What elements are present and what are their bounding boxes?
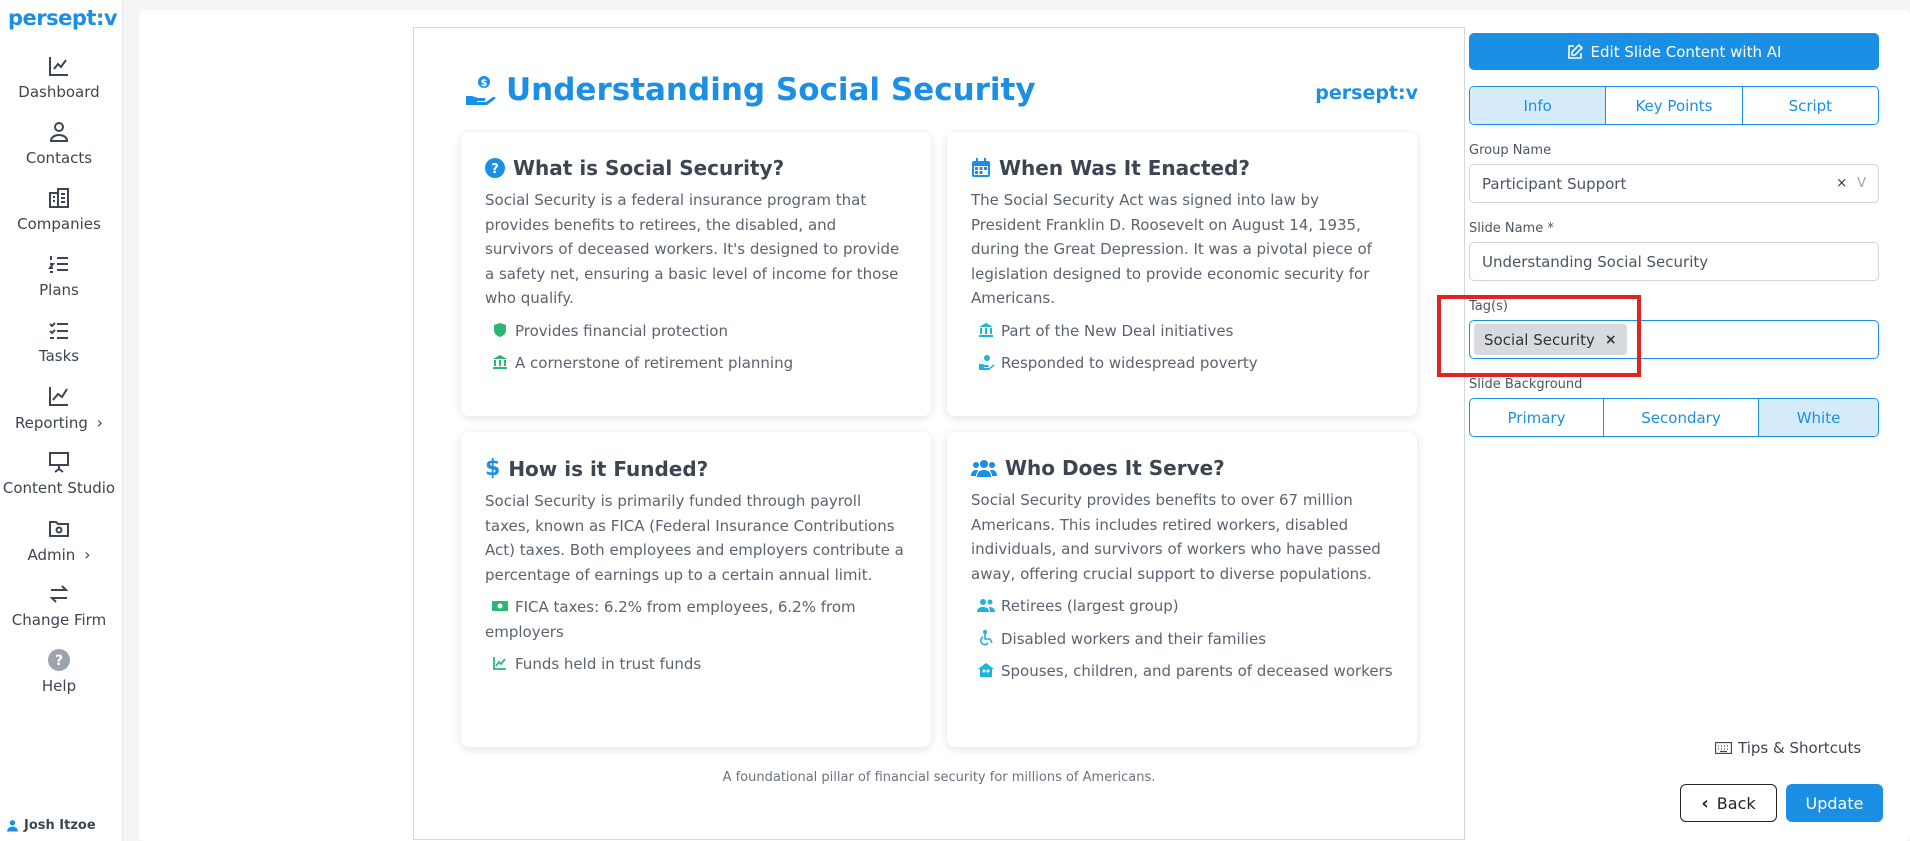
user-name: Josh Itzoe [24,818,96,833]
back-button[interactable] [1680,784,1777,822]
presentation-icon [47,450,71,474]
slide-background-label: Slide Background [1469,377,1583,392]
group-name-value: Participant Support [1482,174,1627,193]
bullet-list [971,319,1393,376]
sidebar-item-companies[interactable] [0,186,118,233]
sidebar-item-label: Tasks [38,347,80,365]
chevron-right-icon: › [84,545,91,564]
card-body: Social Security is primarily funded through payroll taxes, known as FICA (Federal Insurance Contributions Act) taxes. Both employees and employers contribute a percentage of earnings up to a certain annual limit. [485,492,904,584]
sidebar-item-label: Change Firm [11,611,107,629]
edit-with-ai-label: Edit Slide Content with AI [1590,42,1782,61]
sidebar-item-tasks[interactable] [0,318,118,365]
tab-script[interactable]: Script [1788,96,1833,115]
list-item [971,351,1393,376]
background-option-primary[interactable]: Primary [1470,399,1604,436]
app-logo[interactable]: persept:v [8,6,118,30]
panel-tabs [1469,86,1879,125]
back-label: Back [1716,793,1756,813]
swap-icon [47,582,71,606]
money-bill-icon [491,598,509,614]
select-controls [1836,176,1866,191]
bullet-text: FICA taxes: 6.2% from employees, 6.2% from employers [485,598,856,641]
sidebar-item-label: Reporting [14,414,88,432]
sidebar-item-content-studio[interactable] [0,450,118,497]
card-body: The Social Security Act was signed into law by President Franklin D. Roosevelt on August 14, 1935, during the Great Depression. It was a pivotal piece of legislation designed to provide economic security for Americans. [971,191,1372,307]
users-icon [971,458,997,478]
tags-label: Tag(s) [1469,299,1508,314]
users-icon [977,597,995,613]
sidebar-item-label: Admin [27,546,76,564]
sidebar-item-label: Contacts [25,149,93,167]
tags-input[interactable] [1469,320,1879,359]
user-icon [6,819,19,832]
slide-background-selector [1469,398,1879,437]
bullet-list [485,595,907,677]
bullet-text: Provides financial protection [515,321,728,340]
slide-preview [413,27,1465,840]
card-body: Social Security is a federal insurance program that provides benefits to retirees, the disabled, and survivors of deceased workers. It's designed to provide a safety net, ensuring a basic level of income for those who qualify. [485,191,900,307]
sidebar-item-label: Help [41,677,77,695]
slide-name-label: Slide Name * [1469,221,1554,236]
checklist-icon [47,318,71,342]
list-item [971,659,1393,684]
keyboard-icon [1715,742,1732,754]
list-item [485,351,907,376]
chart-line-icon [491,655,509,671]
chevron-right-icon: › [96,413,104,432]
card-who-serves [947,432,1417,747]
list-item [485,319,907,344]
bank-icon [977,322,995,338]
calendar-icon [971,158,991,178]
bank-icon [491,354,509,370]
card-heading-text: Who Does It Serve? [1005,456,1225,480]
svg-text:$: $ [480,78,488,89]
sidebar-item-help[interactable] [0,648,118,695]
slide-settings-panel [1469,33,1879,437]
user-icon [47,120,71,144]
help-icon [47,648,71,672]
bullet-text: Disabled workers and their families [1001,629,1267,648]
group-name-select[interactable] [1469,164,1879,203]
family-icon [977,662,995,678]
card-when-enacted [947,132,1417,416]
question-circle-icon [485,158,505,178]
sidebar-item-label: Plans [39,281,79,299]
sidebar-item-change-firm[interactable] [0,582,118,629]
user-profile[interactable] [6,818,96,833]
card-heading [485,156,907,180]
background-option-secondary[interactable]: Secondary [1604,399,1759,436]
sidebar-item-plans[interactable] [0,252,118,299]
tab-key-points[interactable]: Key Points [1606,87,1742,124]
card-heading [971,456,1393,480]
wheelchair-icon [977,630,995,646]
chevron-left-icon: ‹ [1701,792,1709,814]
card-body: Social Security provides benefits to over 67 million Americans. This includes retired workers, disabled individuals, and survivors of workers who have passed away, offering crucial support to diverse populations. [971,491,1381,583]
clear-icon[interactable]: × [1836,176,1848,191]
sidebar-item-label: Dashboard [18,83,100,101]
card-how-funded [461,432,931,747]
card-heading [971,156,1393,180]
slide-logo: persept:v [1315,82,1418,104]
edit-icon [1567,44,1583,60]
sidebar-item-admin[interactable] [0,516,118,564]
edit-with-ai-button[interactable] [1469,33,1879,70]
list-item [971,627,1393,652]
sidebar-item-dashboard[interactable] [0,54,118,101]
bullet-text: Responded to widespread poverty [1001,354,1258,372]
list-ordered-icon [47,252,71,276]
remove-tag-icon[interactable]: × [1604,331,1617,348]
svg-text:?: ? [54,653,64,669]
sidebar-item-label: Content Studio [2,479,116,497]
card-what-is [461,132,931,416]
dollar-icon: $ [485,456,501,481]
chart-line-icon [47,54,71,78]
update-button[interactable]: Update [1786,784,1883,822]
list-item [485,595,907,644]
slide-title-text: Understanding Social Security [506,72,1036,108]
folder-gear-icon [47,516,71,540]
slide-title [464,72,1036,108]
group-name-label: Group Name [1469,143,1552,158]
bullet-text: Retirees (largest group) [1001,597,1179,615]
bullet-list [971,594,1393,684]
sidebar-item-contacts[interactable] [0,120,118,167]
tag-chip [1474,324,1627,355]
building-icon [47,186,71,210]
tab-info[interactable]: Info [1470,87,1606,124]
tips-shortcuts-link[interactable] [1715,739,1861,757]
card-heading-text: When Was It Enacted? [999,156,1251,180]
hand-holding-dollar-icon [464,74,496,106]
list-item [971,594,1393,619]
hand-holding-icon [977,354,995,370]
text-caret [1637,330,1638,350]
tag-label: Social Security [1484,330,1595,349]
card-heading-text: What is Social Security? [513,156,785,180]
shield-icon [491,322,509,338]
svg-text:?: ? [491,162,499,177]
bullet-text: A cornerstone of retirement planning [515,354,794,372]
slide-name-input[interactable]: Understanding Social Security [1469,242,1879,281]
tips-label: Tips & Shortcuts [1738,739,1862,757]
chevron-down-icon[interactable]: V [1857,176,1866,191]
card-heading [485,456,907,481]
list-item [485,652,907,677]
bullet-list [485,319,907,376]
bullet-text: Spouses, children, and parents of deceased workers [1001,662,1393,680]
list-item [971,319,1393,344]
chart-icon [47,384,71,408]
card-heading-text: How is it Funded? [508,456,709,481]
slide-footer-note: A foundational pillar of financial security for millions of Americans. [722,770,1156,785]
sidebar-item-reporting[interactable] [0,384,118,432]
bullet-text: Part of the New Deal initiatives [1001,321,1234,340]
sidebar-item-label: Companies [17,215,101,233]
sidebar [0,0,123,841]
background-option-white[interactable]: White [1759,399,1878,436]
bullet-text: Funds held in trust funds [515,655,702,673]
